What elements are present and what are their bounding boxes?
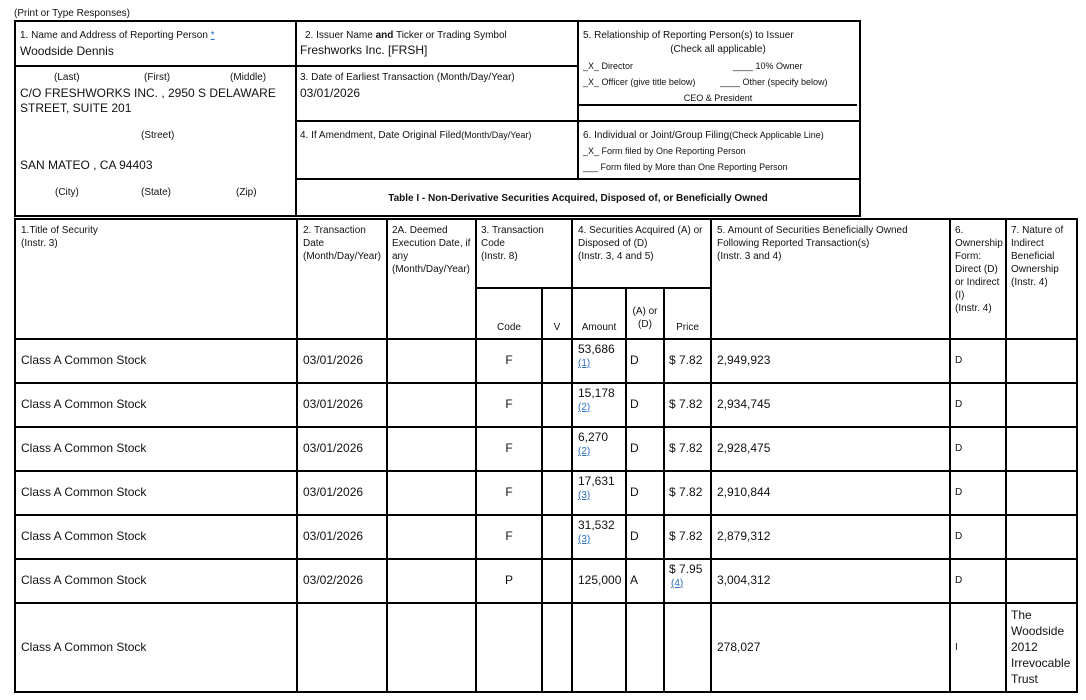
cell-amount-owned: 2,928,475 [717,441,771,455]
cell-ownership-form: D [955,443,963,454]
box5-sub: (Check all applicable) [670,44,766,55]
earliest-transaction-date: 03/01/2026 [300,86,361,100]
header-nature-line: Ownership [1011,264,1059,275]
cell-transaction-date: 03/01/2026 [303,353,364,367]
header-title-of-security [21,224,291,250]
header-transaction-date [303,224,387,263]
group-filer-checkbox[interactable]: ___ Form filed by More than One Reporting Person [583,162,788,172]
reporting-person-name: Woodside Dennis [20,44,114,58]
header-transaction-code-line: 3. Transaction [481,225,544,236]
address-line2: STREET, SUITE 201 [20,101,132,115]
header-amount-owned-line: Following Reported Transaction(s) [717,238,870,249]
cell-security-title: Class A Common Stock [21,573,147,587]
header-nature [1011,224,1077,289]
cell-amount-owned: 2,934,745 [717,397,771,411]
cell-code: F [505,353,513,367]
box1-label: 1. Name and Address of Reporting Person * [20,30,215,41]
cell-price: $ 7.82 [669,397,703,411]
header-deemed-date-line: any [392,251,409,262]
header-transaction-code-line: Code [481,238,505,249]
header-transaction-date-line: 2. Transaction [303,225,366,236]
header-transaction-date-line: Date [303,238,325,249]
cell-security-title: Class A Common Stock [21,353,147,367]
header-ownership-form-line: 6. [955,225,964,236]
header-ownership-form-line: Ownership [955,238,1003,249]
cell-a-or-d: D [630,353,639,367]
footnote-link[interactable]: * [210,30,215,41]
cell-a-or-d: A [630,573,639,587]
cell-price: $ 7.82 [669,529,703,543]
issuer-name: Freshworks Inc. [FRSH] [300,43,428,57]
cell-security-title: Class A Common Stock [21,640,147,654]
header-deemed-date-line: Execution Date, if [392,238,471,249]
zip-label: (Zip) [236,187,257,198]
city-label: (City) [55,187,79,198]
cell-amount: 31,532 [578,518,615,532]
cell-amount: 6,270 [578,430,609,444]
print-note: (Print or Type Responses) [14,8,130,19]
cell-a-or-d: D [630,529,639,543]
header-title-of-security-line: (Instr. 3) [21,238,58,249]
street-label: (Street) [141,130,175,141]
cell-price: $ 7.82 [669,353,703,367]
subheader-amount: Amount [581,322,617,333]
cell-code: F [505,529,513,543]
header-securities [578,224,710,263]
box2-label: 2. Issuer Name and Ticker or Trading Symbol [305,30,507,41]
subheader-v: V [553,322,561,333]
cell-a-or-d: D [630,397,639,411]
cell-ownership-form: I [955,642,958,653]
cell-amount: 53,686 [578,342,615,356]
header-amount-owned-line: 5. Amount of Securities Beneficially Owned [717,225,908,236]
amount-footnote-link[interactable]: (3) [578,534,591,545]
cell-nature: The Woodside 2012 Irrevocable Trust [1011,608,1071,686]
header-nature-line: (Instr. 4) [1011,277,1048,288]
box5-label: 5. Relationship of Reporting Person(s) to Issuer [583,30,794,41]
officer-checkbox[interactable]: _X_ Officer (give title below) [583,77,696,87]
single-filer-checkbox[interactable]: _X_ Form filed by One Reporting Person [583,146,746,156]
cell-price: $ 7.95 [669,562,703,576]
price-footnote-link[interactable]: (4) [671,578,684,589]
amount-footnote-link[interactable]: (3) [578,490,591,501]
first-label: (First) [144,72,171,83]
header-ownership-form-line: (Instr. 4) [955,303,992,314]
cell-price: $ 7.82 [669,485,703,499]
cell-amount-owned: 278,027 [717,640,761,654]
ten-pct-owner-checkbox[interactable]: ____ 10% Owner [733,61,803,71]
header-securities-line: 4. Securities Acquired (A) or [578,225,703,236]
subheader-price: Price [676,322,699,333]
cell-ownership-form: D [955,531,963,542]
other-checkbox[interactable]: ____ Other (specify below) [720,77,828,87]
amount-footnote-link[interactable]: (1) [578,358,591,369]
cell-amount: 17,631 [578,474,615,488]
header-ownership-form-line: Direct (D) [955,264,998,275]
header-transaction-code-line: (Instr. 8) [481,251,518,262]
cell-price: $ 7.82 [669,441,703,455]
cell-amount-owned: 2,949,923 [717,353,771,367]
cell-transaction-date: 03/02/2026 [303,573,364,587]
amount-footnote-link[interactable]: (2) [578,402,591,413]
cell-ownership-form: D [955,355,963,366]
header-transaction-code [481,224,571,263]
cell-ownership-form: D [955,575,963,586]
officer-title: CEO & President [683,93,753,103]
cell-code: F [505,441,513,455]
header-ownership-form [955,224,1005,315]
header-deemed-date-line: (Month/Day/Year) [392,264,470,275]
cell-a-or-d: D [630,441,639,455]
header-nature-line: Beneficial [1011,251,1055,262]
cell-transaction-date: 03/01/2026 [303,529,364,543]
subheader-a-or-d-line: (D) [638,319,652,330]
last-label: (Last) [54,72,80,83]
box4-label: 4. If Amendment, Date Original Filed(Month/Day/Year) [300,130,532,141]
cell-transaction-date: 03/01/2026 [303,441,364,455]
header-transaction-date-line: (Month/Day/Year) [303,251,381,262]
amount-footnote-link[interactable]: (2) [578,446,591,457]
cell-transaction-date: 03/01/2026 [303,485,364,499]
cell-security-title: Class A Common Stock [21,397,147,411]
cell-transaction-date: 03/01/2026 [303,397,364,411]
subheader-a-or-d [626,305,664,331]
address-line1: C/O FRESHWORKS INC. , 2950 S DELAWARE [20,86,276,100]
cell-ownership-form: D [955,399,963,410]
cell-amount: 15,178 [578,386,615,400]
cell-amount-owned: 2,879,312 [717,529,771,543]
box3-label: 3. Date of Earliest Transaction (Month/Day/Year) [300,72,515,83]
middle-label: (Middle) [230,72,267,83]
director-checkbox[interactable]: _X_ Director [583,61,634,71]
cell-code: F [505,485,513,499]
subheader-a-or-d-line: (A) or [632,306,658,317]
state-label: (State) [141,187,172,198]
header-nature-line: 7. Nature of [1011,225,1064,236]
box6-label: 6. Individual or Joint/Group Filing(Check Applicable Line) [583,130,824,141]
table-title: Table I - Non-Derivative Securities Acquired, Disposed of, or Beneficially Owned [388,193,768,204]
header-ownership-form-line: (I) [955,290,965,301]
cell-a-or-d: D [630,485,639,499]
cell-security-title: Class A Common Stock [21,441,147,455]
subheader-code: Code [497,322,521,333]
header-amount-owned-line: (Instr. 3 and 4) [717,251,782,262]
cell-code: P [504,573,513,587]
cell-ownership-form: D [955,487,963,498]
cell-code: F [505,397,513,411]
header-title-of-security-line: 1.Title of Security [21,225,98,236]
header-deemed-date [392,224,476,276]
header-amount-owned [717,224,949,263]
cell-amount-owned: 2,910,844 [717,485,771,499]
header-securities-line: Disposed of (D) [578,238,648,249]
cell-security-title: Class A Common Stock [21,485,147,499]
cell-security-title: Class A Common Stock [21,529,147,543]
header-deemed-date-line: 2A. Deemed [392,225,448,236]
cell-amount: 125,000 [578,573,622,587]
header-ownership-form-line: Form: [955,251,982,262]
header-ownership-form-line: or Indirect [955,277,1000,288]
header-securities-line: (Instr. 3, 4 and 5) [578,251,654,262]
cell-amount-owned: 3,004,312 [717,573,771,587]
header-nature-line: Indirect [1011,238,1044,249]
city-state-zip: SAN MATEO , CA 94403 [20,158,153,172]
